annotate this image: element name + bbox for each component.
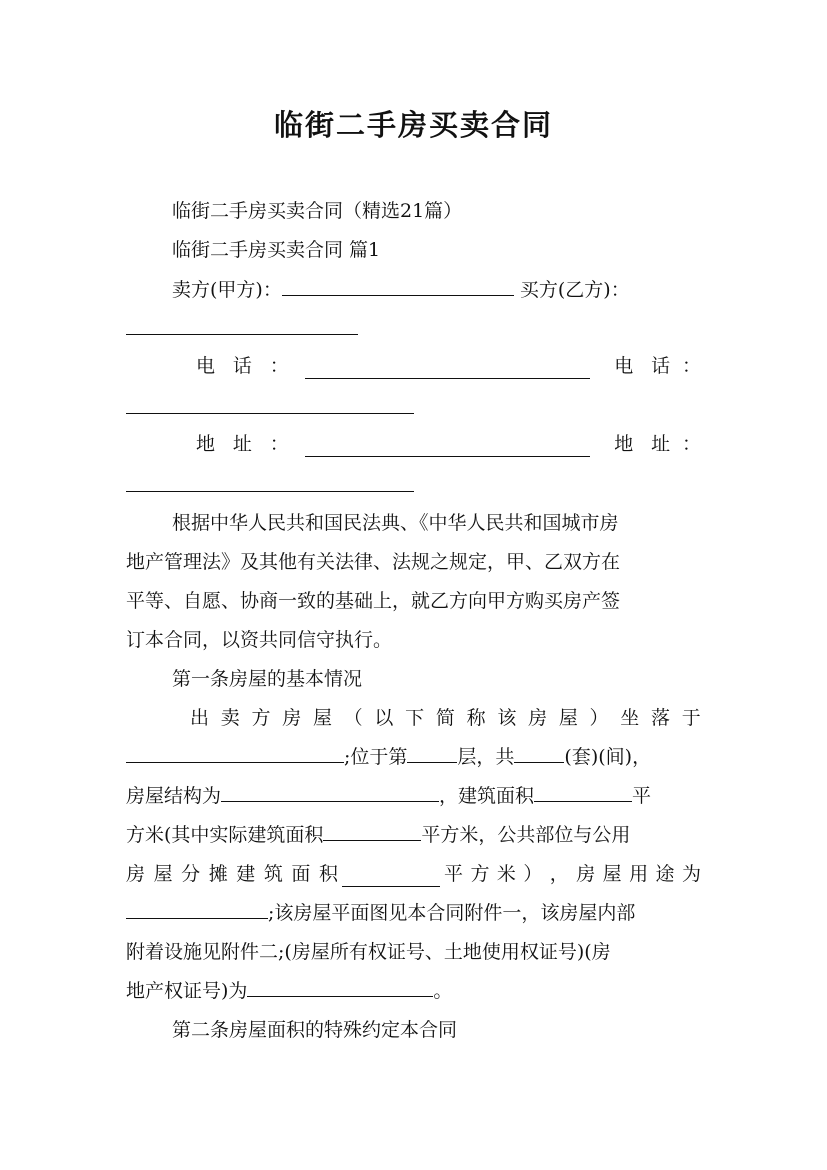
address-label-4: 地 bbox=[614, 433, 634, 455]
article1-heading: 第一条房屋的基本情况 bbox=[172, 668, 363, 690]
a1-l5a-char: 摊 bbox=[208, 863, 228, 885]
article1-line-5 bbox=[126, 861, 701, 887]
a1-l1-char: 房 bbox=[528, 707, 548, 729]
a1-l1-char: 称 bbox=[466, 707, 486, 729]
article1-line-6 bbox=[126, 900, 701, 926]
a1-l1-char: 房 bbox=[282, 707, 302, 729]
phone-label-2: 话 bbox=[232, 355, 252, 377]
intro-line-2: 地产管理法》及其他有关法律、法规之规定，甲、乙双方在 bbox=[126, 551, 621, 573]
a1-l5b-char: 为 bbox=[681, 863, 701, 885]
a1-l5a-char: 屋 bbox=[153, 863, 173, 885]
article1-line-8 bbox=[126, 978, 701, 1004]
a1-l5b-char: 方 bbox=[470, 863, 490, 885]
a1-l1-char: 以 bbox=[374, 707, 394, 729]
address-label-5: 址 bbox=[651, 433, 671, 455]
document-title: 临街二手房买卖合同 bbox=[273, 108, 553, 142]
a1-l1-char: 屋 bbox=[312, 707, 332, 729]
a1-l5b-char: 途 bbox=[655, 863, 675, 885]
a1-l6-text: ;该房屋平面图见本合同附件一，该房屋内部 bbox=[268, 902, 636, 924]
actual-area-blank bbox=[323, 822, 421, 841]
buyer-blank bbox=[126, 334, 358, 335]
a1-l3-text-b: ，建筑面积 bbox=[439, 785, 535, 807]
a1-l3-text-c: 平 bbox=[632, 785, 652, 807]
intro-line-4: 订本合同，以资共同信守执行。 bbox=[126, 629, 393, 651]
a1-l5a-char: 积 bbox=[318, 863, 338, 885]
shared-area-blank bbox=[342, 868, 440, 887]
phone-label-6: ： bbox=[681, 355, 701, 377]
address-line bbox=[196, 431, 701, 457]
a1-l5a-char: 筑 bbox=[263, 863, 283, 885]
a1-l5a-char: 分 bbox=[181, 863, 201, 885]
floor-blank bbox=[407, 744, 457, 763]
a1-l2-text-b: 层，共 bbox=[457, 746, 515, 768]
intro-line-3: 平等、自愿、协商一致的基础上，就乙方向甲方购买房产签 bbox=[126, 590, 621, 612]
a1-l1-char: 下 bbox=[405, 707, 425, 729]
seller-label: 卖方(甲方)： bbox=[172, 279, 282, 301]
a1-l2-text-c: (套)(间)， bbox=[564, 746, 652, 768]
article1-line-1 bbox=[190, 705, 701, 731]
address-label-6: ： bbox=[681, 433, 701, 455]
a1-l3-text-a: 房屋结构为 bbox=[126, 785, 222, 807]
a1-l1-char: 该 bbox=[497, 707, 517, 729]
article1-line-4 bbox=[126, 822, 701, 848]
certificate-blank bbox=[247, 978, 433, 997]
article2-heading: 第二条房屋面积的特殊约定本合同 bbox=[172, 1019, 458, 1041]
a1-l1-char: （ bbox=[343, 707, 363, 729]
subtitle: 临街二手房买卖合同（精选21篇） bbox=[172, 200, 463, 222]
address-blank-buyer bbox=[126, 491, 414, 492]
a1-l5b-char: 用 bbox=[629, 863, 649, 885]
usage-blank bbox=[126, 900, 268, 919]
phone-blank-buyer bbox=[126, 413, 414, 414]
address-label-3: ： bbox=[269, 433, 289, 455]
a1-l1-char: 出 bbox=[190, 707, 210, 729]
phone-blank-seller bbox=[305, 360, 591, 379]
a1-l5b-char: ， bbox=[549, 863, 569, 885]
seller-blank bbox=[282, 277, 514, 296]
article1-line-3 bbox=[126, 783, 701, 809]
phone-label-3: ： bbox=[269, 355, 289, 377]
a1-l4-text-a: 方米(其中实际建筑面积 bbox=[126, 824, 324, 846]
article1-line-2 bbox=[126, 744, 701, 770]
intro-line-1: 根据中华人民共和国民法典、《中华人民共和国城市房 bbox=[172, 512, 619, 534]
part-heading: 临街二手房买卖合同 篇1 bbox=[172, 239, 381, 261]
a1-l1-char: 卖 bbox=[220, 707, 240, 729]
a1-l5b-char: 屋 bbox=[602, 863, 622, 885]
a1-l5b-char: 平 bbox=[444, 863, 464, 885]
article1-line-7: 附着设施见附件二;(房屋所有权证号、土地使用权证号)(房 bbox=[126, 941, 611, 963]
units-blank bbox=[514, 744, 564, 763]
a1-l5a-char: 建 bbox=[236, 863, 256, 885]
phone-label-4: 电 bbox=[614, 355, 634, 377]
phone-label-1: 电 bbox=[196, 355, 216, 377]
address-label-1: 地 bbox=[196, 433, 216, 455]
a1-l2-text-a: ;位于第 bbox=[344, 746, 408, 768]
phone-line bbox=[196, 353, 701, 379]
party-line bbox=[172, 277, 701, 303]
a1-l1-char: 屋 bbox=[558, 707, 578, 729]
area-blank bbox=[534, 783, 632, 802]
a1-l5a-char: 房 bbox=[126, 863, 146, 885]
a1-l5b-char: ） bbox=[523, 863, 543, 885]
address-label-2: 址 bbox=[232, 433, 252, 455]
location-blank bbox=[126, 744, 344, 763]
a1-l1-char: 简 bbox=[435, 707, 455, 729]
a1-l8-text-b: 。 bbox=[433, 980, 453, 1002]
a1-l1-char: 落 bbox=[651, 707, 671, 729]
structure-blank bbox=[221, 783, 439, 802]
phone-label-5: 话 bbox=[651, 355, 671, 377]
a1-l5b-char: 房 bbox=[576, 863, 596, 885]
a1-l1-char: 坐 bbox=[620, 707, 640, 729]
a1-l8-text-a: 地产权证号)为 bbox=[126, 980, 248, 1002]
a1-l5a-char: 面 bbox=[291, 863, 311, 885]
buyer-label: 买方(乙方)： bbox=[519, 279, 630, 301]
a1-l1-char: ） bbox=[589, 707, 609, 729]
a1-l1-char: 方 bbox=[251, 707, 271, 729]
a1-l1-char: 于 bbox=[681, 707, 701, 729]
a1-l4-text-b: 平方米，公共部位与公用 bbox=[421, 824, 631, 846]
address-blank-seller bbox=[305, 438, 591, 457]
a1-l5b-char: 米 bbox=[496, 863, 516, 885]
